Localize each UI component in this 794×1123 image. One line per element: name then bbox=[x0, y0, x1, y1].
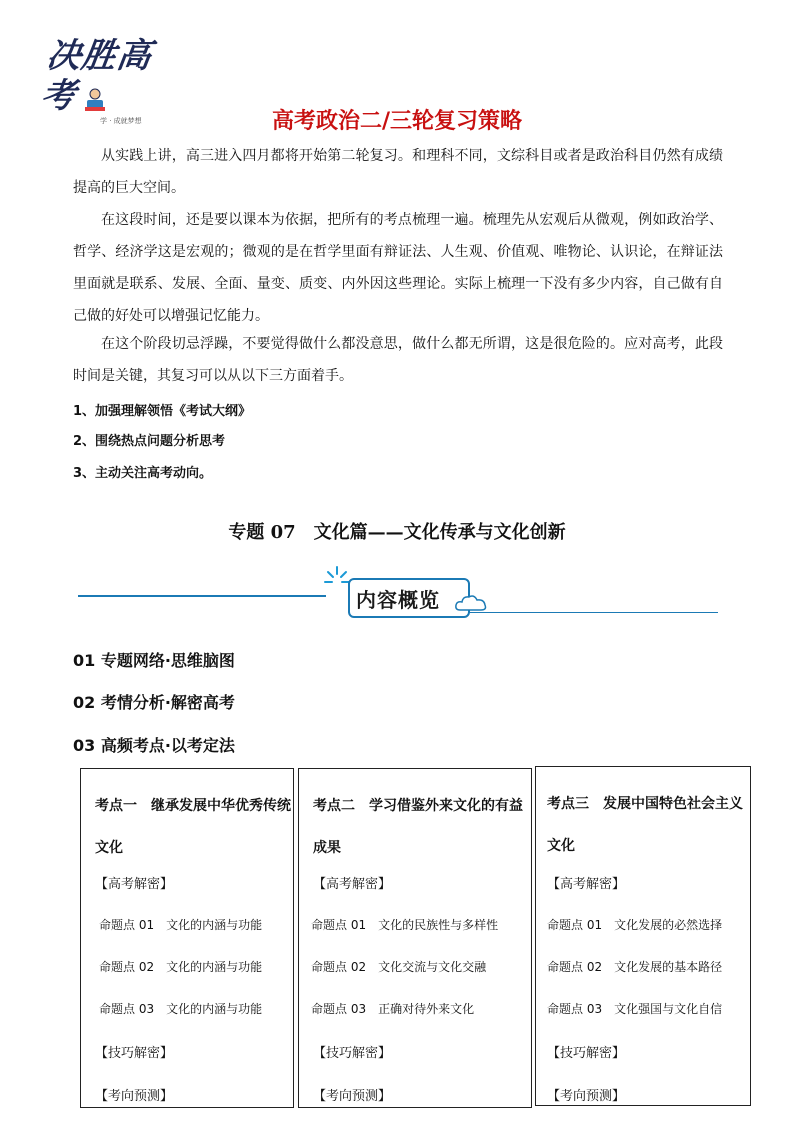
card-item: 命题点 01 文化发展的必然选择 bbox=[547, 918, 723, 932]
banner-line-right bbox=[468, 612, 718, 613]
section-mindmap: 01 专题网络·思维脑图 bbox=[73, 651, 235, 670]
card-title: 考点一 继承发展中华优秀传统文化 bbox=[95, 798, 291, 856]
card-item: 命题点 02 文化的内涵与功能 bbox=[99, 960, 263, 974]
card-gaokao-label: 【高考解密】 bbox=[547, 877, 626, 892]
overview-label: 内容概览 bbox=[356, 588, 440, 612]
card-item: 命题点 01 文化的内涵与功能 bbox=[99, 918, 263, 932]
keypoint-card-1 bbox=[80, 768, 294, 1108]
logo-text: 决胜高考 bbox=[38, 36, 155, 116]
keypoint-card-2 bbox=[298, 768, 532, 1108]
intro-paragraph-1: 从实践上讲，高三进入四月都将开始第二轮复习。和理科不同，文综科目或者是政治科目仍然有成绩提高的巨大空间。 bbox=[73, 148, 723, 196]
section-keypoints: 03 高频考点·以考定法 bbox=[73, 736, 235, 755]
card-title: 考点三 发展中国特色社会主义文化 bbox=[547, 796, 743, 854]
card-item: 命题点 03 文化的内涵与功能 bbox=[99, 1002, 263, 1016]
card-forecast-label: 【考向预测】 bbox=[95, 1089, 174, 1104]
topic-title: 专题 07 文化篇——文化传承与文化创新 bbox=[228, 522, 566, 543]
logo-tagline: 学 · 成就梦想 bbox=[100, 117, 142, 125]
card-gaokao-label: 【高考解密】 bbox=[95, 877, 174, 892]
strategy-item-3: 3、主动关注高考动向。 bbox=[73, 466, 213, 481]
card-item: 命题点 03 文化强国与文化自信 bbox=[547, 1002, 723, 1016]
card-item: 命题点 02 文化交流与文化交融 bbox=[311, 960, 487, 974]
page-title: 高考政治二/三轮复习策略 bbox=[271, 109, 523, 134]
cloud-icon bbox=[454, 592, 488, 614]
card-item: 命题点 01 文化的民族性与多样性 bbox=[311, 918, 499, 932]
card-skill-label: 【技巧解密】 bbox=[95, 1046, 174, 1061]
card-skill-label: 【技巧解密】 bbox=[547, 1046, 626, 1061]
card-forecast-label: 【考向预测】 bbox=[313, 1089, 392, 1104]
intro-paragraph-2: 在这段时间，还是要以课本为依据，把所有的考点梳理一遍。梳理先从宏观后从微观，例如政治学、哲学、经济学这是宏观的；微观的是在哲学里面有辩证法、人生观、价值观、唯物论、认识论，在辩证法里面就是联系、发展、全面、量变、质变、内外因这些理论。实际上梳理一下没有多少内容，自己做有自己做的好处可以增强记忆能力。 bbox=[73, 212, 723, 324]
card-gaokao-label: 【高考解密】 bbox=[313, 877, 392, 892]
card-title: 考点二 学习借鉴外来文化的有益成果 bbox=[313, 798, 523, 856]
strategy-item-2: 2、围绕热点问题分析思考 bbox=[73, 434, 226, 449]
banner-line-left bbox=[78, 595, 326, 597]
intro-paragraph-3: 在这个阶段切忌浮躁，不要觉得做什么都没意思，做什么都无所谓，这是很危险的。应对高考，此段时间是关键，其复习可以从以下三方面着手。 bbox=[73, 336, 723, 384]
strategy-item-1: 1、加强理解领悟《考试大纲》 bbox=[73, 404, 252, 419]
overview-banner bbox=[78, 564, 718, 620]
card-item: 命题点 03 正确对待外来文化 bbox=[311, 1002, 475, 1016]
card-skill-label: 【技巧解密】 bbox=[313, 1046, 392, 1061]
card-forecast-label: 【考向预测】 bbox=[547, 1089, 626, 1104]
card-item: 命题点 02 文化发展的基本路径 bbox=[547, 960, 723, 974]
section-analysis: 02 考情分析·解密高考 bbox=[73, 693, 235, 712]
keypoint-card-3 bbox=[535, 766, 751, 1106]
